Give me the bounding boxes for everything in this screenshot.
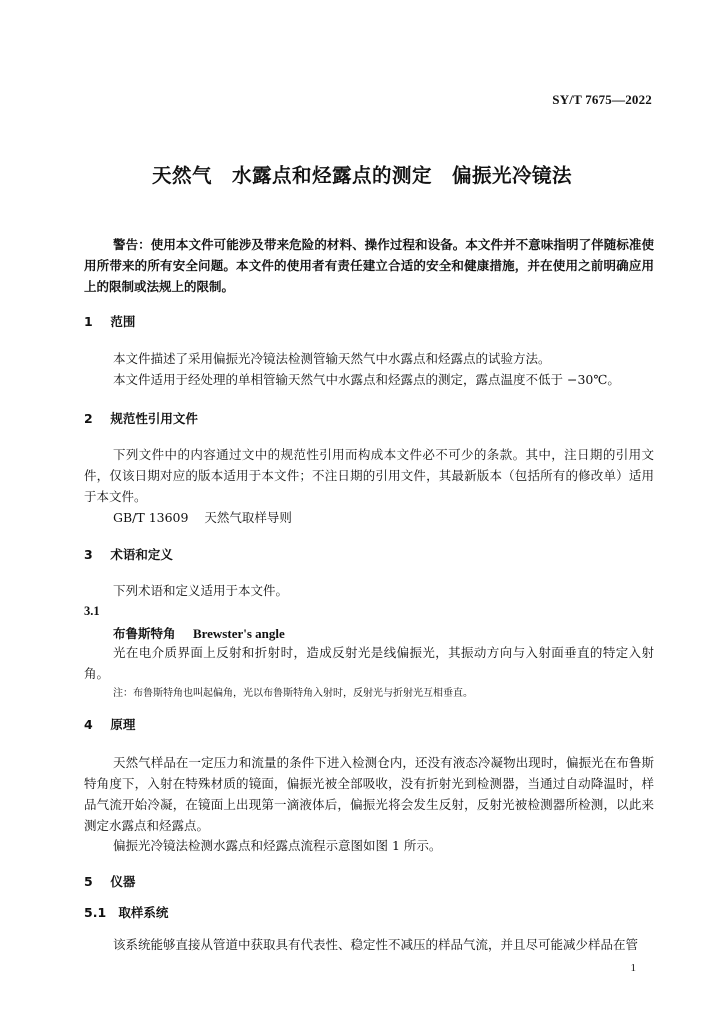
subsection-number: 5.1: [84, 905, 107, 920]
term-note: 注：布鲁斯特角也叫起偏角，光以布鲁斯特角入射时，反射光与折射光互相垂直。: [113, 688, 473, 699]
reference-code: GB/T 13609: [113, 510, 189, 525]
safety-warning: 警告：使用本文件可能涉及带来危险的材料、操作过程和设备。本文件并不意味指明了伴随标准使用所带来的所有安全问题。本文件的使用者有责任建立合适的安全和健康措施，并在使用之前明确应用上的限制或法规上的限制。: [84, 237, 654, 294]
subsection-title: 取样系统: [118, 905, 169, 920]
section-heading-terms: [84, 545, 173, 563]
scope-paragraph-2: 本文件适用于经处理的单相管输天然气中水露点和烃露点的测定，露点温度不低于 −30℃。: [113, 372, 620, 387]
section-heading-scope: [84, 312, 135, 330]
scope-paragraph-1: 本文件描述了采用偏振光冷镜法检测管输天然气中水露点和烃露点的试验方法。: [113, 351, 551, 366]
section-title: 术语和定义: [110, 547, 173, 562]
section-heading-principle: [84, 715, 135, 733]
section-heading-normative: [84, 409, 198, 427]
section-title: 原理: [110, 717, 136, 732]
reference-title: 天然气取样导则: [204, 510, 292, 525]
section-number: 1: [84, 314, 93, 329]
term-heading: [113, 624, 285, 642]
term-number: 3.1: [84, 604, 100, 618]
section-heading-instrument: [84, 872, 135, 890]
section-title: 仪器: [110, 874, 136, 889]
document-title: 天然气 水露点和烃露点的测定 偏振光冷镜法: [151, 164, 572, 187]
terms-intro: 下列术语和定义适用于本文件。: [113, 583, 289, 598]
term-english: Brewster's angle: [192, 626, 285, 641]
section-title: 规范性引用文件: [110, 411, 198, 426]
term-chinese: 布鲁斯特角: [113, 626, 176, 641]
subsection-heading-sampling: [84, 903, 168, 921]
normative-reference: [113, 508, 292, 526]
normative-paragraph: 下列文件中的内容通过文中的规范性引用而构成本文件必不可少的条款。其中，注日期的引用文件，仅该日期对应的版本适用于本文件；不注日期的引用文件，其最新版本（包括所有的修改单）适用于本文件。: [84, 447, 654, 504]
sampling-paragraph: 该系统能够直接从管道中获取具有代表性、稳定性不减压的样品气流，并且尽可能减少样品在管: [113, 937, 639, 952]
section-number: 2: [84, 411, 93, 426]
page-number: 1: [630, 962, 636, 974]
section-title: 范围: [110, 314, 136, 329]
principle-paragraph-2: 偏振光冷镜法检测水露点和烃露点流程示意图如图 1 所示。: [113, 838, 442, 853]
principle-paragraph-1: 天然气样品在一定压力和流量的条件下进入检测仓内，还没有液态冷凝物出现时，偏振光在布鲁斯特角度下，入射在特殊材质的镜面，偏振光被全部吸收，没有折射光到检测器，当通过自动降温时，样品气流开始冷凝，在镜面上出现第一滴液体后，偏振光将会发生反射，反射光被检测器所检测，以此来测定水露点和烃露点。: [84, 755, 654, 833]
standard-code: SY/T 7675—2022: [552, 92, 652, 107]
section-number: 4: [84, 717, 93, 732]
section-number: 3: [84, 547, 93, 562]
section-number: 5: [84, 874, 93, 889]
term-definition: 光在电介质界面上反射和折射时，造成反射光是线偏振光，其振动方向与入射面垂直的特定入射角。: [84, 645, 654, 681]
